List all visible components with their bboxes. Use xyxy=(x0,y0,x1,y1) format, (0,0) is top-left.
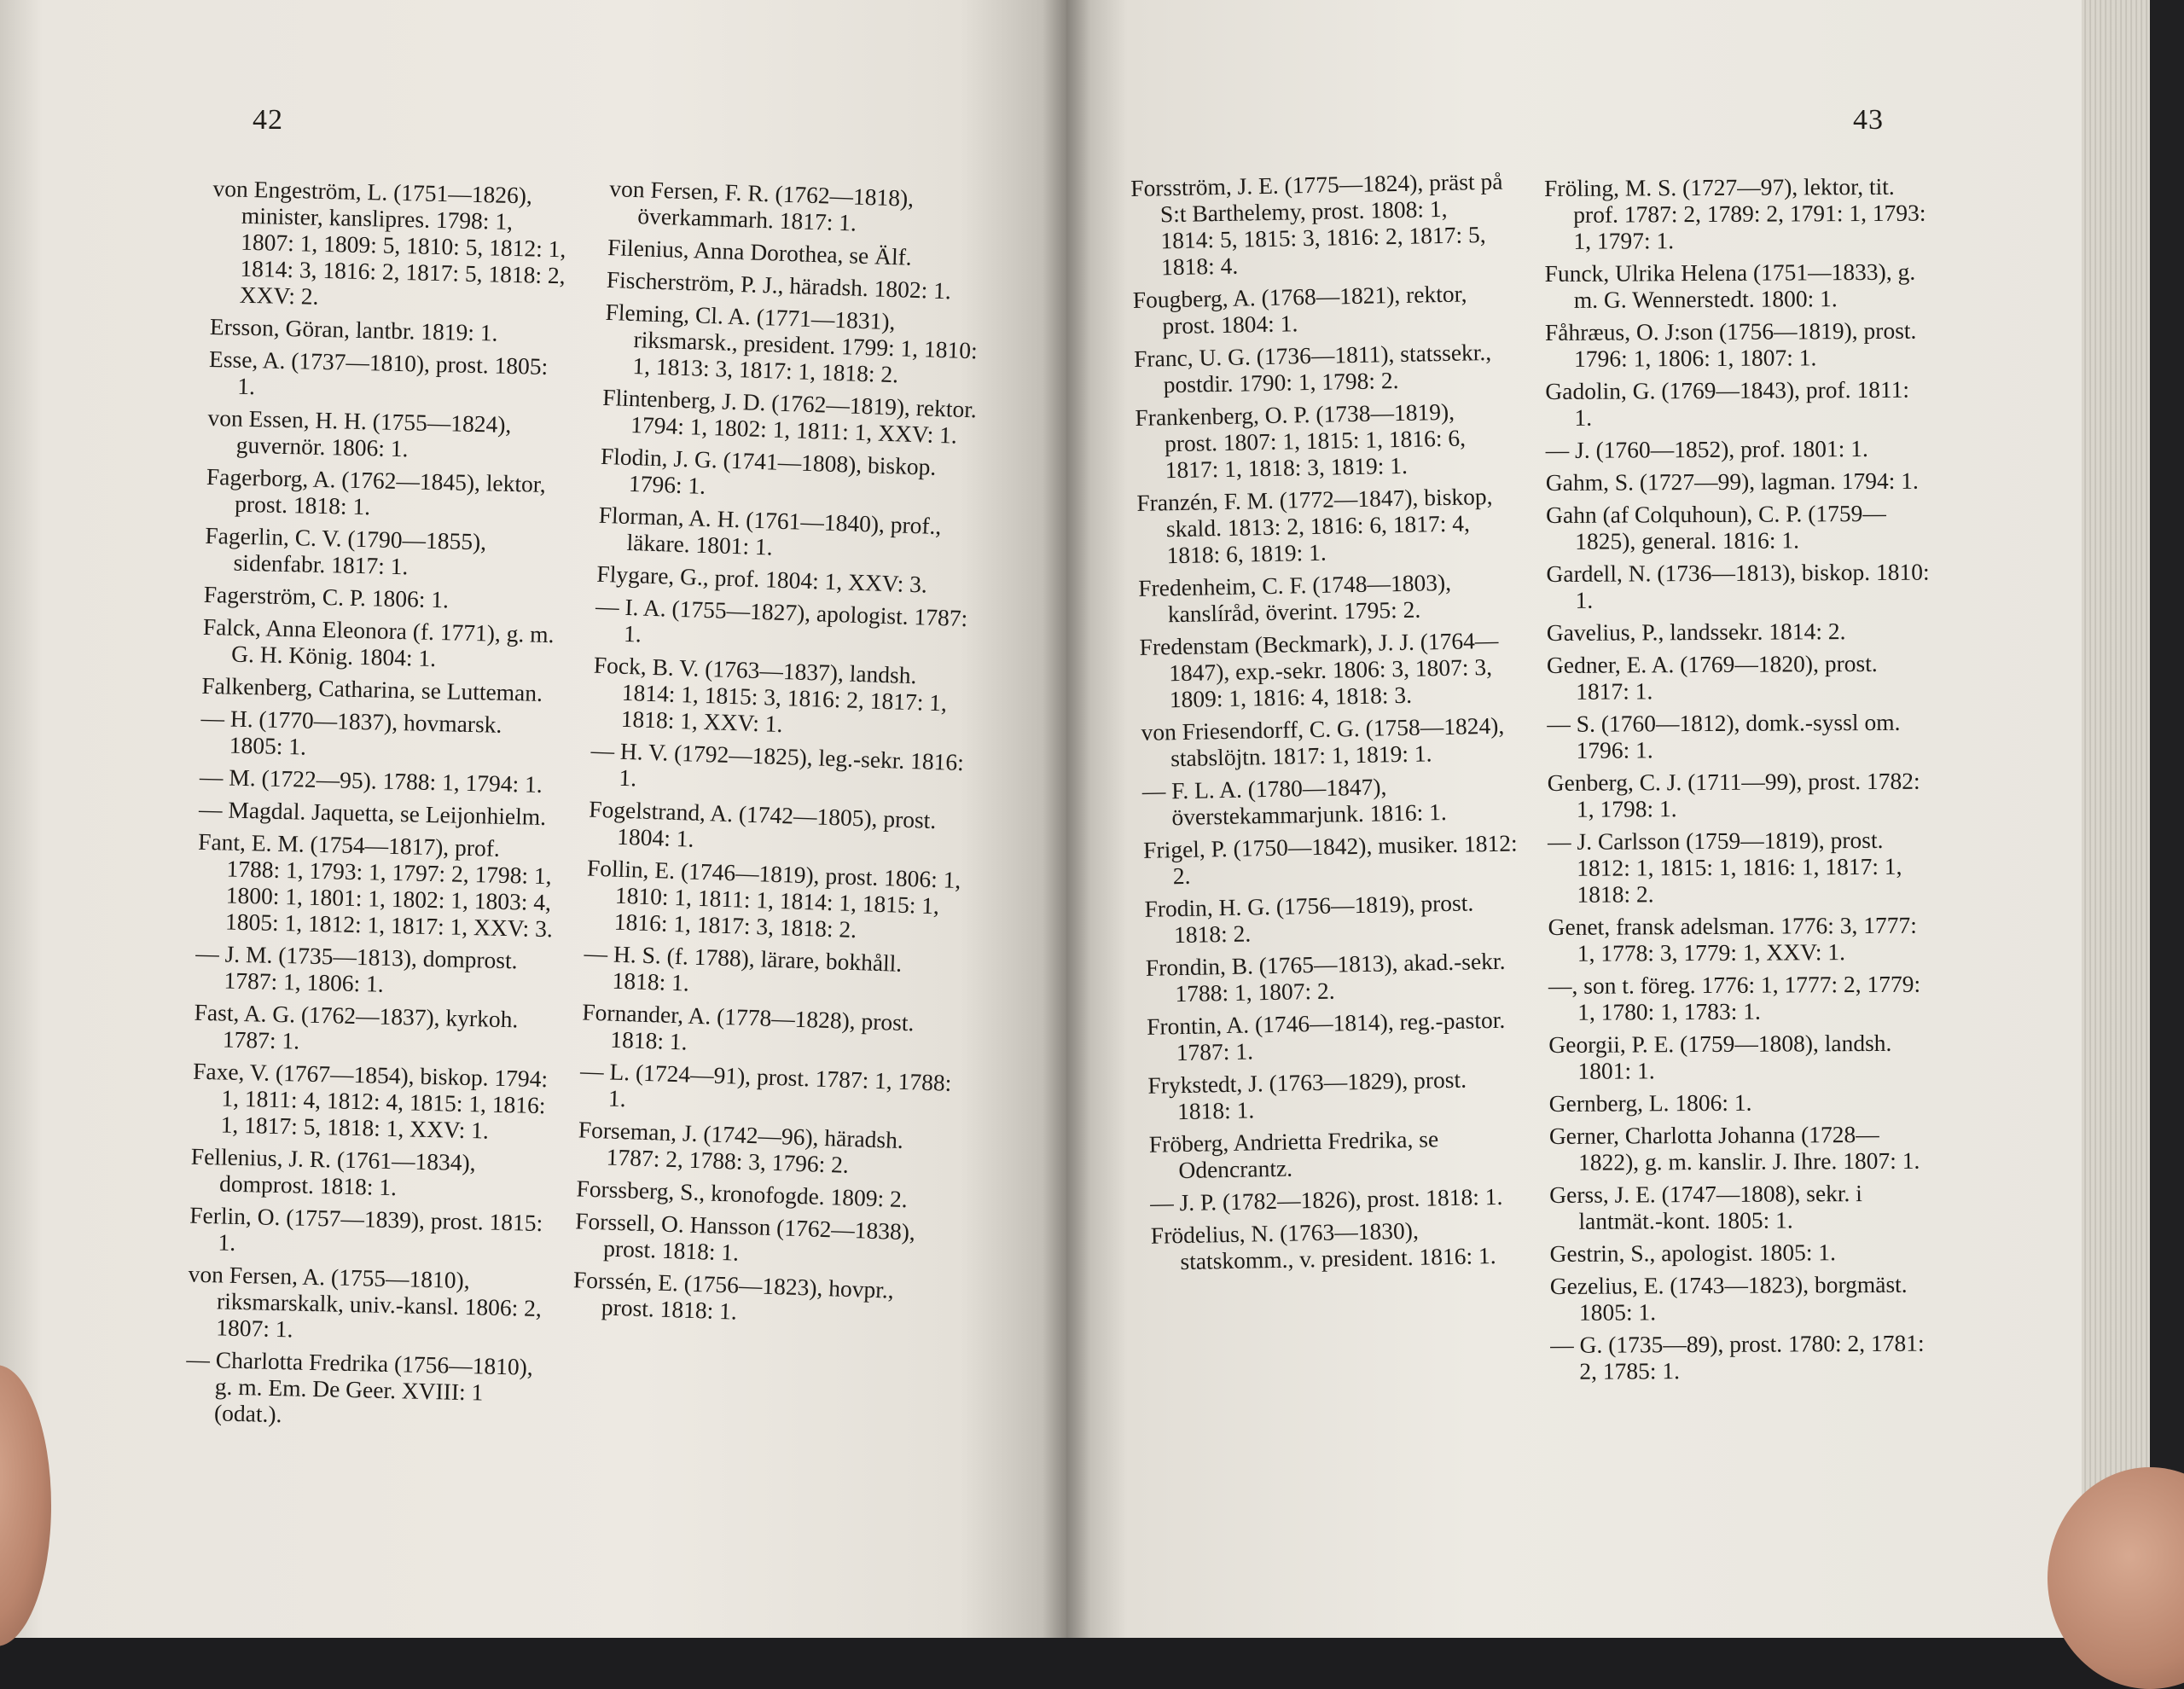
index-entry: Fischerström, P. J., häradsh. 1802: 1. xyxy=(606,265,952,305)
index-entry: Gavelius, P., landssekr. 1814: 2. xyxy=(1546,618,1846,646)
page-number-right: 43 xyxy=(1853,104,1884,136)
index-entry: Funck, Ulrika Helena (1751—1833), g. m. G. Wennerstedt. 1800: 1. xyxy=(1544,258,1916,313)
index-entry: — H. (1770—1837), hovmarsk. 1805: 1. xyxy=(200,704,502,760)
index-entry: Fröberg, Andrietta Fredrika, se Odencrantz. xyxy=(1148,1125,1439,1184)
index-entry: Frödelius, N. (1763—1830), statskomm., v. president. 1816: 1. xyxy=(1150,1216,1496,1275)
index-entry: Fougberg, A. (1768—1821), rektor, prost. 1804: 1. xyxy=(1132,280,1467,340)
index-entry: — S. (1760—1812), domk.-syssl om. 1796: 1. xyxy=(1547,708,1901,763)
index-entry: Gerner, Charlotta Johanna (1728—1822), g. m. kanslir. J. Ihre. 1807: 1. xyxy=(1548,1120,1920,1175)
page-number-left: 42 xyxy=(253,104,283,136)
index-entry: von Essen, H. H. (1755—1824), guvernör. 1806: 1. xyxy=(207,403,512,462)
index-entry: Fellenius, J. R. (1761—1834), domprost. 1818: 1. xyxy=(190,1142,476,1201)
index-entry: Fröling, M. S. (1727—97), lektor, tit. prof. 1787: 2, 1789: 2, 1791: 1, 1793: 1, 1797: 1. xyxy=(1544,172,1926,254)
index-entry: Gardell, N. (1736—1813), biskop. 1810: 1. xyxy=(1546,558,1930,613)
index-entry: Georgii, P. E. (1759—1808), landsh. 1801: 1. xyxy=(1548,1029,1892,1084)
index-entry: Filenius, Anna Dorothea, se Älf. xyxy=(607,233,913,270)
index-entry: Frodin, H. G. (1756—1819), prost. 1818: 2. xyxy=(1144,889,1474,949)
left-page xyxy=(0,0,1066,1638)
index-entry: — H. S. (f. 1788), lärare, bokhåll. 1818: 1. xyxy=(584,939,903,996)
index-entry: Franc, U. G. (1736—1811), statssekr., postdir. 1790: 1, 1798: 2. xyxy=(1133,338,1492,398)
index-entry: — H. V. (1792—1825), leg.-sekr. 1816: 1. xyxy=(590,736,965,792)
index-entry: Fant, E. M. (1754—1817), prof. 1788: 1, 1793: 1, 1797: 2, 1798: 1, 1800: 1, 1801: 1, 1802: 1, 1803: 4, 1805: 1, 1812: 1, 1817: 1, XXV: 3. xyxy=(197,827,554,943)
index-entry: Fredenstam (Beckmark), J. J. (1764—1847), exp.-sekr. 1806: 3, 1807: 3, 1809: 1, 1816: 4, 1818: 3. xyxy=(1139,626,1499,713)
index-entry: Gernberg, L. 1806: 1. xyxy=(1548,1088,1752,1117)
index-entry: — Magdal. Jaquetta, se Leijonhielm. xyxy=(198,795,547,831)
index-entry: Forseman, J. (1742—96), häradsh. 1787: 2, 1788: 3, 1796: 2. xyxy=(578,1116,904,1178)
background-shadow xyxy=(2150,0,2184,1638)
index-entry: Fast, A. G. (1762—1837), kyrkoh. 1787: 1. xyxy=(194,998,519,1054)
index-entry: Esse, A. (1737—1810), prost. 1805: 1. xyxy=(208,345,549,400)
index-entry: Franzén, F. M. (1772—1847), biskop, skald. 1813: 2, 1816: 6, 1817: 4, 1818: 6, 1819: 1. xyxy=(1136,482,1493,569)
index-entry: Flintenberg, J. D. (1762—1819), rektor. 1794: 1, 1802: 1, 1811: 1, XXV: 1. xyxy=(601,383,978,449)
index-entry: Forssén, E. (1756—1823), hovpr., prost. 1818: 1. xyxy=(572,1266,895,1325)
index-entry: von Friesendorff, C. G. (1758—1824), stabslöjtn. 1817: 1, 1819: 1. xyxy=(1141,711,1505,772)
index-entry: Fredenheim, C. F. (1748—1803), kanslíråd, överint. 1795: 2. xyxy=(1138,568,1452,628)
index-entry: von Engeström, L. (1751—1826), minister, kanslipres. 1798: 1, 1807: 1, 1809: 5, 1810: 5, 1812: 1, 1814: 3, 1816: 2, 1817: 5, 1818: 2, XXV: 2. xyxy=(212,175,566,310)
index-entry: Faxe, V. (1767—1854), biskop. 1794: 1, 1811: 4, 1812: 4, 1815: 1, 1816: 1, 1817: 5, 1818: 1, XXV: 1. xyxy=(192,1057,549,1144)
index-entry: — I. A. (1755—1827), apologist. 1787: 1. xyxy=(595,592,968,647)
index-entry: Frondin, B. (1765—1813), akad.-sekr. 1788: 1, 1807: 2. xyxy=(1145,947,1506,1007)
index-entry: Genberg, C. J. (1711—99), prost. 1782: 1, 1798: 1. xyxy=(1547,767,1920,822)
index-entry: — F. L. A. (1780—1847), överstekammarjunk. 1816: 1. xyxy=(1141,773,1447,831)
left-column-1 xyxy=(185,175,572,1439)
index-entry: Ersson, Göran, lantbr. 1819: 1. xyxy=(209,312,498,346)
right-column-2 xyxy=(1544,173,1934,1390)
index-entry: —, son t. föreg. 1776: 1, 1777: 2, 1779: 1, 1780: 1, 1783: 1. xyxy=(1548,970,1921,1025)
index-entry: Fåhræus, O. J:son (1756—1819), prost. 1796: 1, 1806: 1, 1807: 1. xyxy=(1544,316,1917,372)
index-entry: von Fersen, A. (1755—1810), riksmarskalk, univ.-kansl. 1806: 2, 1807: 1. xyxy=(188,1260,543,1343)
index-entry: Fagerlin, C. V. (1790—1855), sidenfabr. 1817: 1. xyxy=(205,521,487,580)
index-entry: Frontin, A. (1746—1814), reg.-pastor. 1787: 1. xyxy=(1146,1006,1506,1066)
index-entry: Falkenberg, Catharina, se Lutteman. xyxy=(201,671,543,706)
index-entry: — G. (1735—89), prost. 1780: 2, 1781: 2, 1785: 1. xyxy=(1550,1329,1925,1384)
index-entry: Fock, B. V. (1763—1837), landsh. 1814: 1, 1815: 3, 1816: 2, 1817: 1, 1818: 1, XXV: 1. xyxy=(593,651,948,738)
index-entry: Frykstedt, J. (1763—1829), prost. 1818: 1. xyxy=(1147,1065,1467,1125)
book-gutter xyxy=(1043,0,1090,1638)
right-page xyxy=(1066,0,2082,1638)
index-entry: Gahn (af Colquhoun), C. P. (1759—1825), general. 1816: 1. xyxy=(1546,499,1886,554)
right-column-1 xyxy=(1130,168,1527,1281)
index-entry: — J. P. (1782—1826), prost. 1818: 1. xyxy=(1149,1182,1503,1216)
index-entry: Gestrin, S., apologist. 1805: 1. xyxy=(1549,1239,1837,1267)
index-entry: Gahm, S. (1727—99), lagman. 1794: 1. xyxy=(1545,467,1919,496)
index-entry: Falck, Anna Eleonora (f. 1771), g. m. G. H. König. 1804: 1. xyxy=(202,612,555,672)
index-entry: — Charlotta Fredrika (1756—1810), g. m. Em. De Geer. XVIII: 1 (odat.). xyxy=(186,1345,534,1428)
index-entry: — L. (1724—91), prost. 1787: 1, 1788: 1. xyxy=(579,1057,952,1112)
index-entry: Gedner, E. A. (1769—1820), prost. 1817: 1. xyxy=(1546,649,1878,705)
index-entry: — M. (1722—95). 1788: 1, 1794: 1. xyxy=(199,763,543,798)
index-entry: — J. Carlsson (1759—1819), prost. 1812: 1, 1815: 1, 1816: 1, 1817: 1, 1818: 2. xyxy=(1548,826,1902,908)
index-entry: — J. M. (1735—1813), domprost. 1787: 1, 1806: 1. xyxy=(195,939,518,997)
index-entry: von Fersen, F. R. (1762—1818), överkammarh. 1817: 1. xyxy=(608,175,915,236)
index-entry: Gezelius, E. (1743—1823), borgmäst. 1805: 1. xyxy=(1549,1270,1908,1326)
index-entry: Frigel, P. (1750—1842), musiker. 1812: 2. xyxy=(1142,829,1518,890)
index-entry: — J. (1760—1852), prof. 1801: 1. xyxy=(1545,435,1868,463)
index-entry: Gadolin, G. (1769—1843), prof. 1811: 1. xyxy=(1545,375,1910,431)
index-entry: Frankenberg, O. P. (1738—1819), prost. 1807: 1, 1815: 1, 1816: 6, 1817: 1, 1818: 3, 1819: 1. xyxy=(1135,398,1467,484)
index-entry: Gerss, J. E. (1747—1808), sekr. i lantmät.-kont. 1805: 1. xyxy=(1549,1180,1862,1234)
index-entry: Ferlin, O. (1757—1839), prost. 1815: 1. xyxy=(189,1201,543,1256)
index-entry: Fleming, Cl. A. (1771—1831), riksmarsk., president. 1799: 1, 1810: 1, 1813: 3, 1817: 1, 1818: 2. xyxy=(605,298,979,388)
index-entry: Fagerborg, A. (1762—1845), lektor, prost. 1818: 1. xyxy=(206,462,547,520)
index-entry: Florman, A. H. (1761—1840), prof., läkare. 1801: 1. xyxy=(598,501,942,560)
index-entry: Flodin, J. G. (1741—1808), biskop. 1796: 1. xyxy=(600,442,937,499)
index-entry: Fagerström, C. P. 1806: 1. xyxy=(203,580,450,613)
index-entry: Fornander, A. (1778—1828), prost. 1818: 1. xyxy=(581,998,915,1055)
index-entry: Follin, E. (1746—1819), prost. 1806: 1, 1810: 1, 1811: 1, 1814: 1, 1815: 1, 1816: 1, 1817: 3, 1818: 2. xyxy=(586,854,961,943)
index-entry: Genet, fransk adelsman. 1776: 3, 1777: 1, 1778: 3, 1779: 1, XXV: 1. xyxy=(1548,911,1917,966)
left-column-2 xyxy=(572,175,985,1338)
index-entry: Forssell, O. Hansson (1762—1838), prost. 1818: 1. xyxy=(574,1207,916,1266)
index-entry: Forssberg, S., kronofogde. 1809: 2. xyxy=(576,1175,909,1213)
index-entry: Fogelstrand, A. (1742—1805), prost. 1804: 1. xyxy=(588,795,937,852)
index-entry: Forsström, J. E. (1775—1824), präst på S:t Barthelemy, prost. 1808: 1, 1814: 5, 1815: 3, 1816: 2, 1817: 5, 1818: 4. xyxy=(1130,167,1503,281)
index-entry: Flygare, G., prof. 1804: 1, XXV: 3. xyxy=(595,560,928,598)
